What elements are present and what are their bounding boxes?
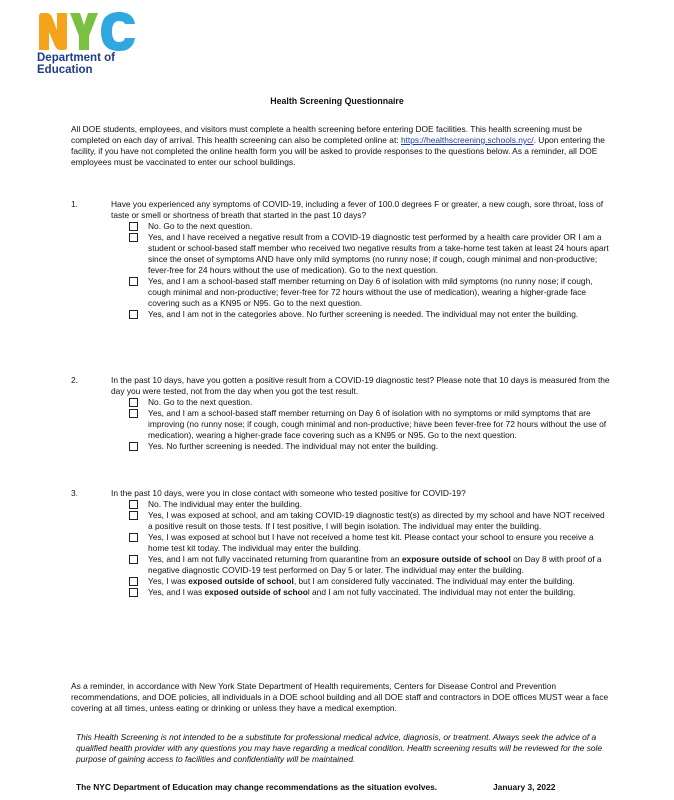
- intro-paragraph: [71, 124, 611, 168]
- option-row: [129, 510, 611, 532]
- disclaimer-paragraph: This Health Screening is not intended to be a substitute for professional medical advice, diagnosis, or treatment. Always seek the advice of a qualified health provider with any questions you may have regarding a medical condition. Health screening results will be reviewed for the sole purpose of gaining access to facilities and confidentiality will be maintained.: [76, 732, 603, 764]
- option-text: Yes, and I have received a negative result from a COVID-19 diagnostic test performed by a health care provider OR I am a student or school-based staff member who received two negative results from a take-home test taken at least 24 hours apart since the onset of symptoms AND have only mild symptoms (no runny nose; if cough, cough minimal and non-productive; fever-free for 24 hours without the use of medication). Go to the next question.: [148, 232, 609, 275]
- option-text: [148, 576, 611, 587]
- option-text: No. Go to the next question.: [148, 397, 253, 407]
- checkbox[interactable]: [129, 500, 138, 509]
- option-row: [129, 309, 611, 320]
- option-row: [129, 221, 611, 232]
- option-text-bold: exposure outside of school: [401, 554, 511, 564]
- healthscreening-link[interactable]: https://healthscreening.schools.nyc/: [400, 135, 534, 145]
- document-title: Health Screening Questionnaire: [270, 96, 404, 106]
- option-row: [129, 532, 611, 554]
- checkbox[interactable]: [129, 277, 138, 286]
- option-text-part: on Day 8 with proof of a negative diagnostic COVID-19 test performed on Day 5 or later. The individual may enter the building.: [148, 554, 602, 575]
- question-text: In the past 10 days, have you gotten a positive result from a COVID-19 diagnostic test? Please note that 10 days is measured from the day you were tested, not from the day when you got the test result.: [111, 375, 610, 396]
- option-text: Yes, and I am not in the categories above. No further screening is needed. The individual may not enter the building.: [148, 309, 579, 319]
- question-text: Have you experienced any symptoms of COVID-19, including a fever of 100.0 degrees F or greater, a new cough, sore throat, loss of taste or smell or shortness of breath that started in the past 10 days?: [111, 199, 604, 220]
- checkbox[interactable]: [129, 577, 138, 586]
- checkbox[interactable]: [129, 398, 138, 407]
- checkbox[interactable]: [129, 555, 138, 564]
- question-number: 3.: [71, 488, 78, 498]
- option-text: Yes, and I am a school-based staff member returning on Day 6 of isolation with no symptoms or mild symptoms that are improving (no runny nose; if cough, cough minimal and non-productive; have been fever-free for 72 hours without the use of medication), wearing a higher-grade face covering such as a KN95 or N95. Go to the next question.: [148, 408, 607, 440]
- option-text: [148, 587, 611, 598]
- option-text: [148, 554, 611, 576]
- option-text-part: Yes, I was: [148, 576, 189, 586]
- org-line-2: Education: [37, 64, 93, 76]
- checkbox[interactable]: [129, 511, 138, 520]
- checkbox[interactable]: [129, 310, 138, 319]
- reminder-paragraph: As a reminder, in accordance with New York State Department of Health requirements, Centers for Disease Control and Prevention recommendations, and DOE policies, all individuals in a DOE school building and all DOE staff and contractors in DOE offices MUST wear a face covering at all times, unless eating or drinking or unless they have a medical exemption.: [71, 681, 609, 713]
- org-name: [37, 52, 115, 76]
- question-number: 2.: [71, 375, 78, 385]
- intro-text-1: All DOE students, employees, and visitors must complete a health screening before entering DOE facilities. This health screening must be completed on each day of arrival. This health screening can also be completed online at:: [71, 124, 582, 145]
- footer-date: January 3, 2022: [493, 782, 556, 792]
- option-row: [129, 397, 611, 408]
- footer: [76, 782, 606, 793]
- option-text: Yes, I was exposed at school, and am taking COVID-19 diagnostic test(s) as directed by my school and have NOT received a positive result on those tests. If I test positive, I will begin isolation. The individual may enter the building.: [148, 510, 605, 531]
- option-text: Yes, I was exposed at school but I have not received a home test kit. Please contact your school to ensure you receive a home test kit today. The individual may enter the building.: [148, 532, 594, 553]
- option-row: [129, 499, 611, 510]
- checkbox[interactable]: [129, 533, 138, 542]
- intro-text-2: . Upon entering the facility, if you have not completed the online health form you will be asked to provide responses to the questions below. As a reminder, all DOE employees must be vaccinated to enter our school buildings.: [71, 135, 605, 167]
- question-number: 1.: [71, 199, 78, 209]
- option-text: No. The individual may enter the building.: [148, 499, 302, 509]
- option-text: No. Go to the next question.: [148, 221, 253, 231]
- checkbox[interactable]: [129, 588, 138, 597]
- org-line-1: Department of: [37, 52, 115, 64]
- question-text: In the past 10 days, were you in close contact with someone who tested positive for COVID-19?: [111, 488, 466, 498]
- option-text: Yes. No further screening is needed. The individual may not enter the building.: [148, 441, 439, 451]
- checkbox[interactable]: [129, 233, 138, 242]
- option-text-bold: exposed outside of school: [188, 576, 294, 586]
- option-text-bold: exposed outside of schoo: [204, 587, 308, 597]
- option-text-part: Yes, and I was: [148, 587, 205, 597]
- question-1: [71, 199, 611, 320]
- footer-statement: The NYC Department of Education may change recommendations as the situation evolves.: [76, 782, 438, 792]
- option-row: [129, 441, 611, 452]
- question-2: [71, 375, 611, 452]
- option-row: [129, 276, 611, 309]
- checkbox[interactable]: [129, 222, 138, 231]
- question-3: [71, 488, 611, 598]
- checkbox[interactable]: [129, 442, 138, 451]
- option-text-part: l and I am not fully vaccinated. The individual may not enter the building.: [307, 587, 576, 597]
- option-row: [129, 232, 611, 276]
- nyc-logo-mark: [37, 12, 137, 52]
- option-row: [129, 587, 611, 598]
- checkbox[interactable]: [129, 409, 138, 418]
- option-row: [129, 408, 611, 441]
- option-row: [129, 554, 611, 576]
- option-text-part: Yes, and I am not fully vaccinated returning from quarantine from an: [148, 554, 402, 564]
- option-text-part: , but I am considered fully vaccinated. The individual may enter the building.: [293, 576, 575, 586]
- option-text: Yes, and I am a school-based staff member returning on Day 6 of isolation with mild symptoms (no runny nose; if cough, cough minimal and non-productive; fever-free for 72 hours without the use of medication), wearing a higher-grade face covering such as a KN95 or N95. Go to the next question.: [148, 276, 593, 308]
- option-row: [129, 576, 611, 587]
